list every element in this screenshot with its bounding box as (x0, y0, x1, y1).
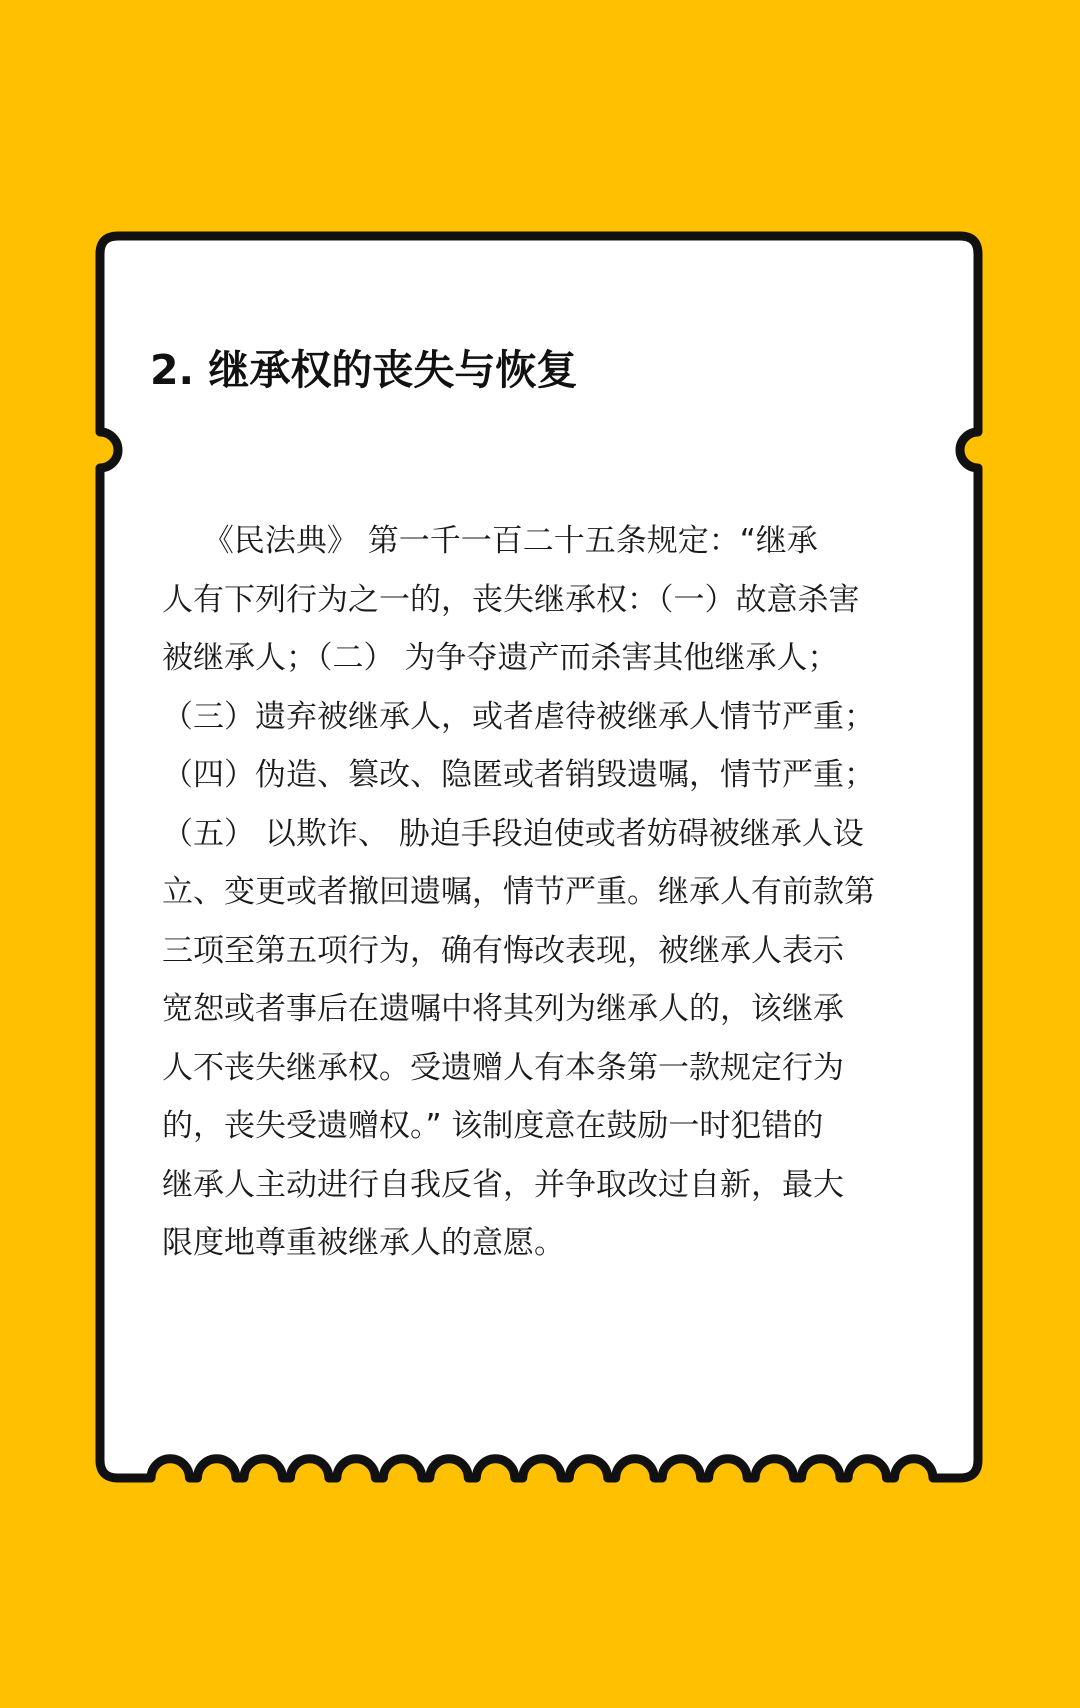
article-line: 继承人主动进行自我反省，并争取改过自新，最大 (162, 1166, 844, 1203)
section-heading: 2. 继承权的丧失与恢复 (150, 346, 578, 394)
article-line: 人不丧失继承权。受遗赠人有本条第一款规定行为 (162, 1049, 844, 1086)
article-line: 的，丧失受遗赠权。” 该制度意在鼓励一时犯错的 (162, 1108, 824, 1144)
article-line: 人有下列行为之一的，丧失继承权：（一）故意杀害 (162, 581, 860, 618)
article-line: 三项至第五项行为，确有悔改表现，被继承人表示 (162, 932, 844, 969)
article-line: 被继承人；（二） 为争夺遗产而杀害其他继承人； (162, 640, 839, 676)
article-line: （三）遗弃被继承人，或者虐待被继承人情节严重； (162, 698, 875, 735)
article-text (162, 512, 912, 1273)
article-line: 《民法典》 第一千一百二十五条规定：“继承 (162, 523, 818, 559)
article-line: （五） 以欺诈、 胁迫手段迫使或者妨碍被继承人设 (162, 815, 864, 852)
article-line: 立、变更或者撤回遗嘱，情节严重。继承人有前款第 (162, 874, 875, 910)
article-line: 限度地尊重被继承人的意愿。 (162, 1225, 565, 1261)
article-line: （四）伪造、篡改、隐匿或者销毁遗嘱，情节严重； (162, 757, 875, 793)
article-line: 宽恕或者事后在遗嘱中将其列为继承人的，该继承 (162, 991, 844, 1027)
